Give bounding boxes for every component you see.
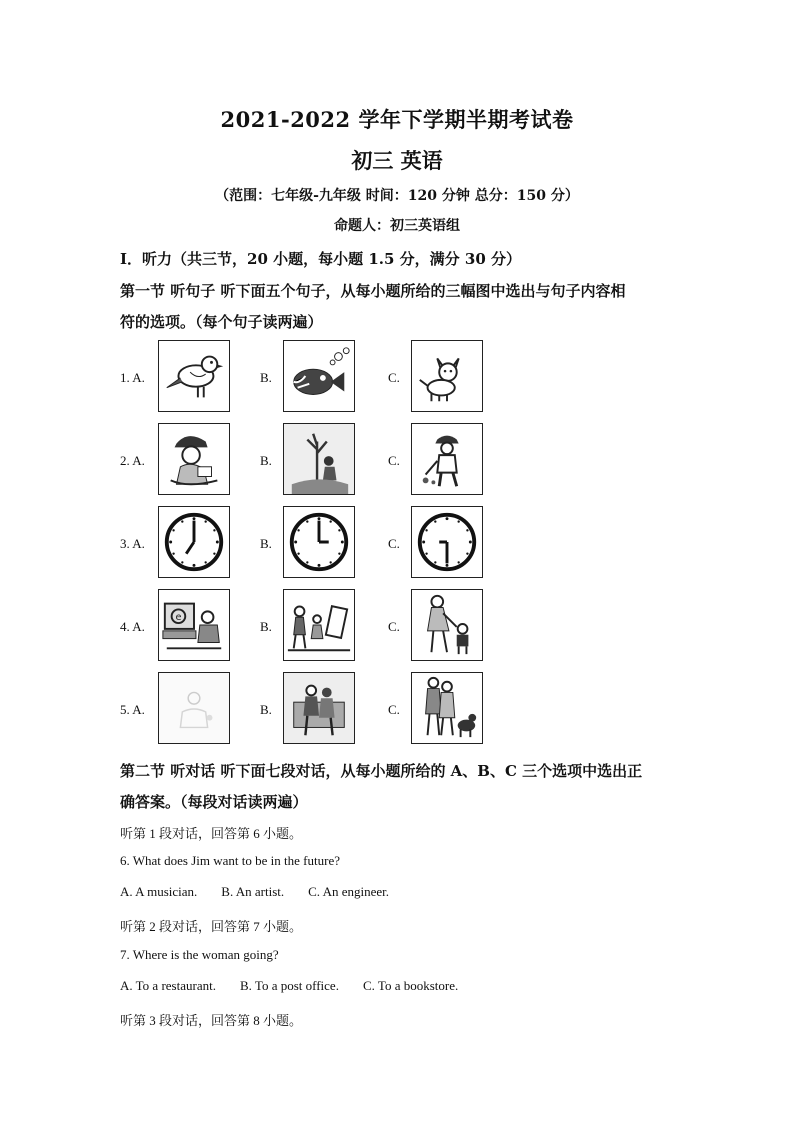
- dialogue-2-intro: 听第 2 段对话，回答第 7 小题。: [120, 919, 303, 934]
- exam-subject: 初三 英语: [351, 148, 443, 173]
- question-7-options: [120, 978, 720, 994]
- svg-text:e: e: [175, 612, 182, 624]
- question-6-option-b[interactable]: B. An artist.: [221, 884, 285, 899]
- dialogue-1-intro: 听第 1 段对话，回答第 6 小题。: [120, 826, 303, 841]
- question-5-label: 5. A.: [120, 702, 145, 717]
- dialogue-3-intro: 听第 3 段对话，回答第 8 小题。: [120, 1013, 303, 1028]
- exam-author: 命题人：初三英语组: [334, 218, 460, 234]
- faded-picture-icon[interactable]: [158, 672, 230, 744]
- question-5-option-c-label: C.: [388, 702, 400, 717]
- question-6-options: [120, 884, 720, 900]
- part2-instruction-line2: 确答案。（每段对话读两遍）: [120, 793, 308, 811]
- part1-instruction-line2: 符的选项。（每个句子读两遍）: [120, 313, 323, 331]
- planting-tree-icon[interactable]: [283, 423, 355, 495]
- gardener-icon[interactable]: [411, 423, 483, 495]
- question-3-option-c-label: C.: [388, 536, 400, 551]
- exam-title: 2021-2022 学年下学期半期考试卷: [220, 107, 574, 132]
- part1-instruction-line1: 第一节 听句子 听下面五个句子，从每小题所给的三幅图中选出与句子内容相: [120, 282, 626, 300]
- question-6-option-a[interactable]: A. A musician.: [120, 884, 198, 899]
- bird-icon[interactable]: [158, 340, 230, 412]
- question-6-option-c[interactable]: C. An engineer.: [308, 884, 390, 899]
- question-4-option-b-label: B.: [260, 619, 272, 634]
- question-1-label: 1. A.: [120, 370, 145, 385]
- girl-reading-icon[interactable]: [158, 423, 230, 495]
- question-7-option-a[interactable]: A. To a restaurant.: [120, 978, 216, 993]
- question-2-option-b-label: B.: [260, 453, 272, 468]
- question-2-option-c-label: C.: [388, 453, 400, 468]
- question-3-label: 3. A.: [120, 536, 145, 551]
- family-icon[interactable]: [283, 672, 355, 744]
- clock-icon[interactable]: [411, 506, 483, 578]
- question-2-label: 2. A.: [120, 453, 145, 468]
- section-heading: Ⅰ．听力（共三节，20 小题，每小题 1.5 分，满分 30 分）: [120, 250, 521, 268]
- dog-icon[interactable]: [411, 340, 483, 412]
- question-7-option-c[interactable]: C. To a bookstore.: [362, 978, 459, 993]
- question-7-text: 7. Where is the woman going?: [120, 947, 279, 962]
- question-4-label: 4. A.: [120, 619, 145, 634]
- kids-playing-icon[interactable]: [283, 589, 355, 661]
- question-4-option-c-label: C.: [388, 619, 400, 634]
- clock-icon[interactable]: [158, 506, 230, 578]
- computer-icon[interactable]: [158, 589, 230, 661]
- family-dog-icon[interactable]: [411, 672, 483, 744]
- fish-icon[interactable]: [283, 340, 355, 412]
- question-5-option-b-label: B.: [260, 702, 272, 717]
- clock-icon[interactable]: [283, 506, 355, 578]
- exam-range: （范围：七年级-九年级 时间：120 分钟 总分：150 分）: [215, 188, 579, 204]
- question-1-option-c-label: C.: [388, 370, 400, 385]
- question-3-option-b-label: B.: [260, 536, 272, 551]
- question-1-option-b-label: B.: [260, 370, 272, 385]
- part2-instruction-line1: 第二节 听对话 听下面七段对话，从每小题所给的 A、B、C 三个选项中选出正: [120, 762, 643, 780]
- mother-child-icon[interactable]: [411, 589, 483, 661]
- question-7-option-b[interactable]: B. To a post office.: [239, 978, 339, 993]
- question-6-text: 6. What does Jim want to be in the future?: [120, 853, 340, 868]
